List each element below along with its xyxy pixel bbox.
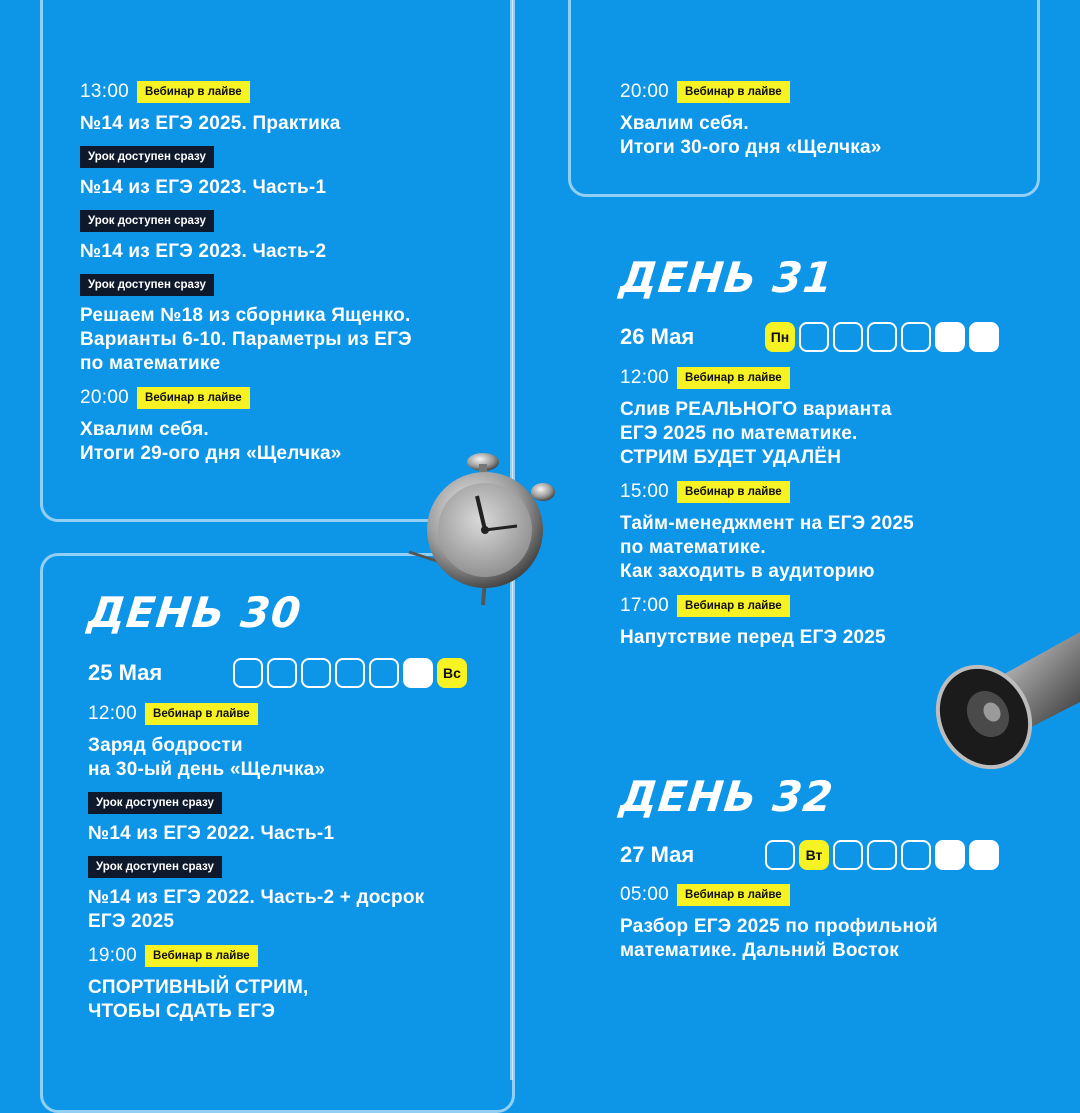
time-row (620, 366, 1040, 390)
event-time: 19:00 (88, 945, 138, 966)
event-title: Слив РЕАЛЬНОГО варианта ЕГЭ 2025 по математике. СТРИМ БУДЕТ УДАЛЁН (620, 399, 892, 468)
event-time: 12:00 (88, 703, 138, 724)
schedule-item (80, 80, 500, 136)
day31-date-row (620, 324, 694, 350)
weekday-box (335, 658, 365, 688)
live-webinar-badge: Вебинар в лайве (137, 81, 250, 103)
weekday-box (901, 840, 931, 870)
schedule-item (88, 792, 508, 846)
event-title: СПОРТИВНЫЙ СТРИМ, ЧТОБЫ СДАТЬ ЕГЭ (88, 977, 309, 1022)
schedule-item (620, 80, 1040, 160)
day31-date: 26 Мая (620, 324, 695, 349)
weekday-box (799, 322, 829, 352)
live-webinar-badge: Вебинар в лайве (137, 387, 250, 409)
event-title: Тайм-менеджмент на ЕГЭ 2025 по математике. Как заходить в аудиторию (620, 513, 914, 582)
event-title: Хвалим себя. Итоги 30-ого дня «Щелчка» (620, 113, 882, 158)
weekday-box (901, 322, 931, 352)
event-title: №14 из ЕГЭ 2025. Практика (80, 113, 341, 134)
weekday-box (969, 840, 999, 870)
time-row (620, 80, 1040, 104)
event-title: Хвалим себя. Итоги 29-ого дня «Щелчка» (80, 419, 342, 464)
schedule-item (620, 883, 1040, 963)
lesson-available-badge: Урок доступен сразу (80, 274, 214, 296)
event-time: 13:00 (80, 81, 130, 102)
day32-week-strip (765, 840, 999, 870)
weekday-box (267, 658, 297, 688)
day32-schedule (620, 883, 1040, 973)
weekday-box (833, 840, 863, 870)
schedule-item (620, 366, 1040, 470)
event-time: 20:00 (80, 387, 130, 408)
lesson-available-badge: Урок доступен сразу (88, 856, 222, 878)
live-webinar-badge: Вебинар в лайве (677, 367, 790, 389)
top-left-schedule (80, 80, 500, 476)
time-row (80, 80, 500, 104)
event-title: Напутствие перед ЕГЭ 2025 (620, 627, 886, 648)
weekday-box (403, 658, 433, 688)
live-webinar-badge: Вебинар в лайве (677, 81, 790, 103)
live-webinar-badge: Вебинар в лайве (145, 703, 258, 725)
event-title: Заряд бодрости на 30-ый день «Щелчка» (88, 735, 326, 780)
schedule-item (88, 702, 508, 782)
schedule-item (620, 480, 1040, 584)
day31-week-strip (765, 322, 999, 352)
event-time: 05:00 (620, 884, 670, 905)
time-row (80, 386, 500, 410)
weekday-box (969, 322, 999, 352)
time-row (88, 702, 508, 726)
event-time: 17:00 (620, 595, 670, 616)
event-title: Решаем №18 из сборника Ященко. Варианты 6-10. Параметры из ЕГЭ по математике (80, 305, 412, 374)
live-webinar-badge: Вебинар в лайве (677, 595, 790, 617)
weekday-box-active: Вт (799, 840, 829, 870)
event-title: №14 из ЕГЭ 2022. Часть-2 + досрок ЕГЭ 2025 (88, 887, 425, 932)
day30-date: 25 Мая (88, 660, 163, 685)
megaphone-icon (932, 632, 1080, 772)
weekday-box (935, 840, 965, 870)
day30-heading: ДЕНЬ 30 (85, 588, 304, 637)
event-time: 15:00 (620, 481, 670, 502)
lesson-available-badge: Урок доступен сразу (80, 210, 214, 232)
live-webinar-badge: Вебинар в лайве (677, 884, 790, 906)
event-title: №14 из ЕГЭ 2023. Часть-1 (80, 177, 327, 198)
schedule-item (88, 944, 508, 1024)
weekday-box (765, 840, 795, 870)
weekday-box (867, 322, 897, 352)
weekday-box (233, 658, 263, 688)
time-row (620, 594, 1040, 618)
event-title: Разбор ЕГЭ 2025 по профильной математике. Дальний Восток (620, 916, 938, 961)
schedule-item (80, 146, 500, 200)
live-webinar-badge: Вебинар в лайве (677, 481, 790, 503)
day31-heading: ДЕНЬ 31 (617, 253, 836, 302)
time-row (88, 944, 508, 968)
time-row (620, 883, 1040, 907)
day30-week-strip (233, 658, 467, 688)
weekday-box (369, 658, 399, 688)
event-title: №14 из ЕГЭ 2022. Часть-1 (88, 823, 335, 844)
schedule-item (88, 856, 508, 934)
live-webinar-badge: Вебинар в лайве (145, 945, 258, 967)
schedule-item (80, 274, 500, 376)
time-row (620, 480, 1040, 504)
weekday-box (301, 658, 331, 688)
event-title: №14 из ЕГЭ 2023. Часть-2 (80, 241, 327, 262)
weekday-box (867, 840, 897, 870)
day31-schedule (620, 366, 1040, 660)
schedule-item (80, 210, 500, 264)
day32-date: 27 Мая (620, 842, 695, 867)
lesson-available-badge: Урок доступен сразу (80, 146, 214, 168)
weekday-box (935, 322, 965, 352)
day30-date-row (88, 660, 162, 686)
weekday-box-active: Вс (437, 658, 467, 688)
event-time: 12:00 (620, 367, 670, 388)
day30-schedule (88, 702, 508, 1034)
weekday-box-active: Пн (765, 322, 795, 352)
day32-date-row (620, 842, 694, 868)
top-right-schedule (620, 80, 1040, 170)
weekday-box (833, 322, 863, 352)
event-time: 20:00 (620, 81, 670, 102)
lesson-available-badge: Урок доступен сразу (88, 792, 222, 814)
day32-heading: ДЕНЬ 32 (617, 772, 836, 821)
alarm-clock-icon (405, 440, 560, 610)
